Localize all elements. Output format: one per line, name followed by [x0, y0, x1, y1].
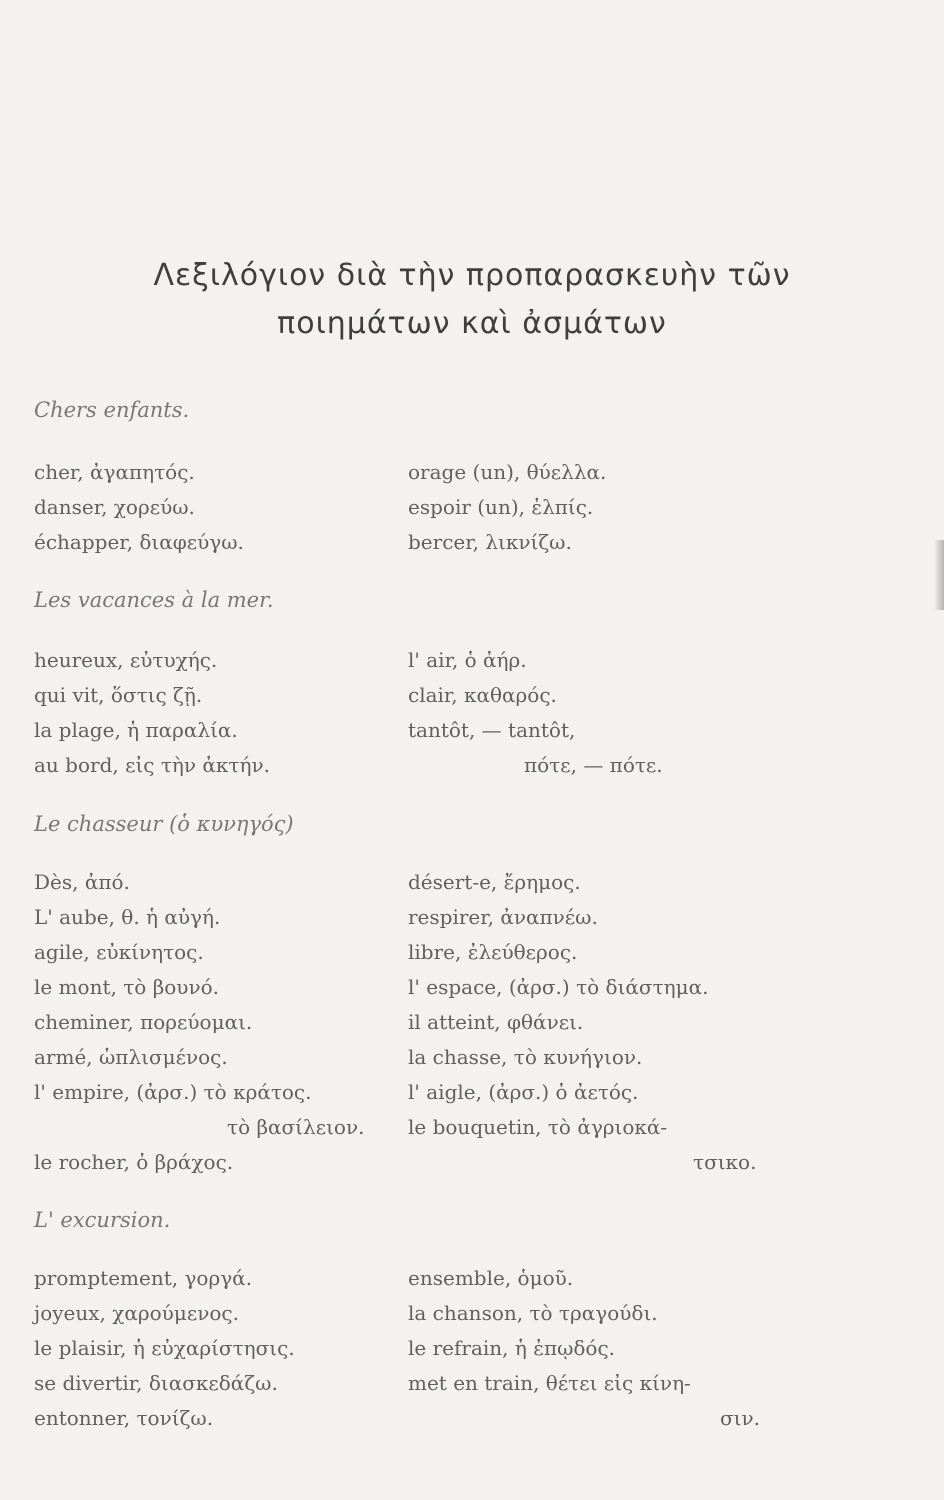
vocab-entry: promptement, γοργά. — [34, 1266, 253, 1290]
vocab-entry: la plage, ἡ παραλία. — [34, 718, 238, 742]
section-heading-excursion: L' excursion. — [34, 1208, 171, 1232]
page-title-line-2: ποιημάτων καὶ ἀσμάτων — [277, 306, 667, 341]
vocab-entry: respirer, ἀναπνέω. — [408, 905, 598, 929]
vocab-entry: libre, ἐλεύθερος. — [408, 940, 578, 964]
vocab-entry: le refrain, ἡ ἐπῳδός. — [408, 1336, 616, 1360]
vocab-entry: la chasse, τὸ κυνήγιον. — [408, 1045, 643, 1069]
vocab-entry: danser, χορεύω. — [34, 495, 195, 519]
vocab-entry: qui vit, ὅστις ζῇ. — [34, 683, 203, 707]
vocab-entry: entonner, τονίζω. — [34, 1406, 214, 1430]
vocab-entry: l' air, ὁ ἀήρ. — [408, 648, 527, 672]
page-title-line-1: Λεξιλόγιον διὰ τὴν προπαρασκευὴν τῶν — [153, 258, 791, 293]
vocab-entry: L' aube, θ. ἡ αὐγή. — [34, 905, 221, 929]
vocab-entry: Dès, ἀπό. — [34, 870, 130, 894]
vocab-entry: échapper, διαφεύγω. — [34, 530, 244, 554]
section-heading-vacances: Les vacances à la mer. — [34, 588, 274, 612]
vocab-entry: heureux, εὐτυχής. — [34, 648, 218, 672]
vocab-entry: clair, καθαρός. — [408, 683, 557, 707]
vocab-entry: espoir (un), ἐλπίς. — [408, 495, 594, 519]
section-heading-chers-enfants: Chers enfants. — [34, 398, 190, 422]
vocab-entry: cher, ἀγαπητός. — [34, 460, 195, 484]
vocab-entry: met en train, θέτει εἰς κίνη- — [408, 1371, 691, 1395]
vocab-entry: le bouquetin, τὸ ἀγριοκά- — [408, 1115, 668, 1139]
vocab-entry: désert-e, ἔρημος. — [408, 870, 581, 894]
vocab-entry: il atteint, φθάνει. — [408, 1010, 584, 1034]
section-heading-chasseur: Le chasseur (ὁ κυνηγός) — [34, 812, 294, 836]
vocab-entry: joyeux, χαρούμενος. — [34, 1301, 239, 1325]
page-edge-shadow — [934, 540, 944, 610]
vocab-entry: armé, ὡπλισμένος. — [34, 1045, 228, 1069]
vocab-entry: ensemble, ὁμοῦ. — [408, 1266, 574, 1290]
vocab-entry: agile, εὐκίνητος. — [34, 940, 204, 964]
vocab-entry-continuation: σιν. — [720, 1406, 761, 1430]
vocab-entry: l' aigle, (ἀρσ.) ὁ ἀετός. — [408, 1080, 639, 1104]
vocab-entry: l' espace, (ἀρσ.) τὸ διάστημα. — [408, 975, 709, 999]
vocab-entry: le plaisir, ἡ εὐχαρίστησις. — [34, 1336, 295, 1360]
vocab-entry: le mont, τὸ βουνό. — [34, 975, 220, 999]
vocab-entry-continuation: πότε, — πότε. — [524, 753, 663, 777]
vocab-entry: le rocher, ὁ βράχος. — [34, 1150, 234, 1174]
vocab-entry: bercer, λικνίζω. — [408, 530, 572, 554]
vocab-entry: tantôt, — tantôt, — [408, 718, 576, 742]
vocab-entry-continuation: τσικο. — [693, 1150, 757, 1174]
vocab-entry: l' empire, (ἀρσ.) τὸ κράτος. — [34, 1080, 312, 1104]
vocab-entry-continuation: τὸ βασίλειον. — [227, 1115, 365, 1139]
vocab-entry: cheminer, πορεύομαι. — [34, 1010, 253, 1034]
vocab-entry: orage (un), θύελλα. — [408, 460, 607, 484]
vocab-entry: se divertir, διασκεδάζω. — [34, 1371, 278, 1395]
vocab-entry: la chanson, τὸ τραγούδι. — [408, 1301, 658, 1325]
vocab-entry: au bord, εἰς τὴν ἀκτήν. — [34, 753, 270, 777]
